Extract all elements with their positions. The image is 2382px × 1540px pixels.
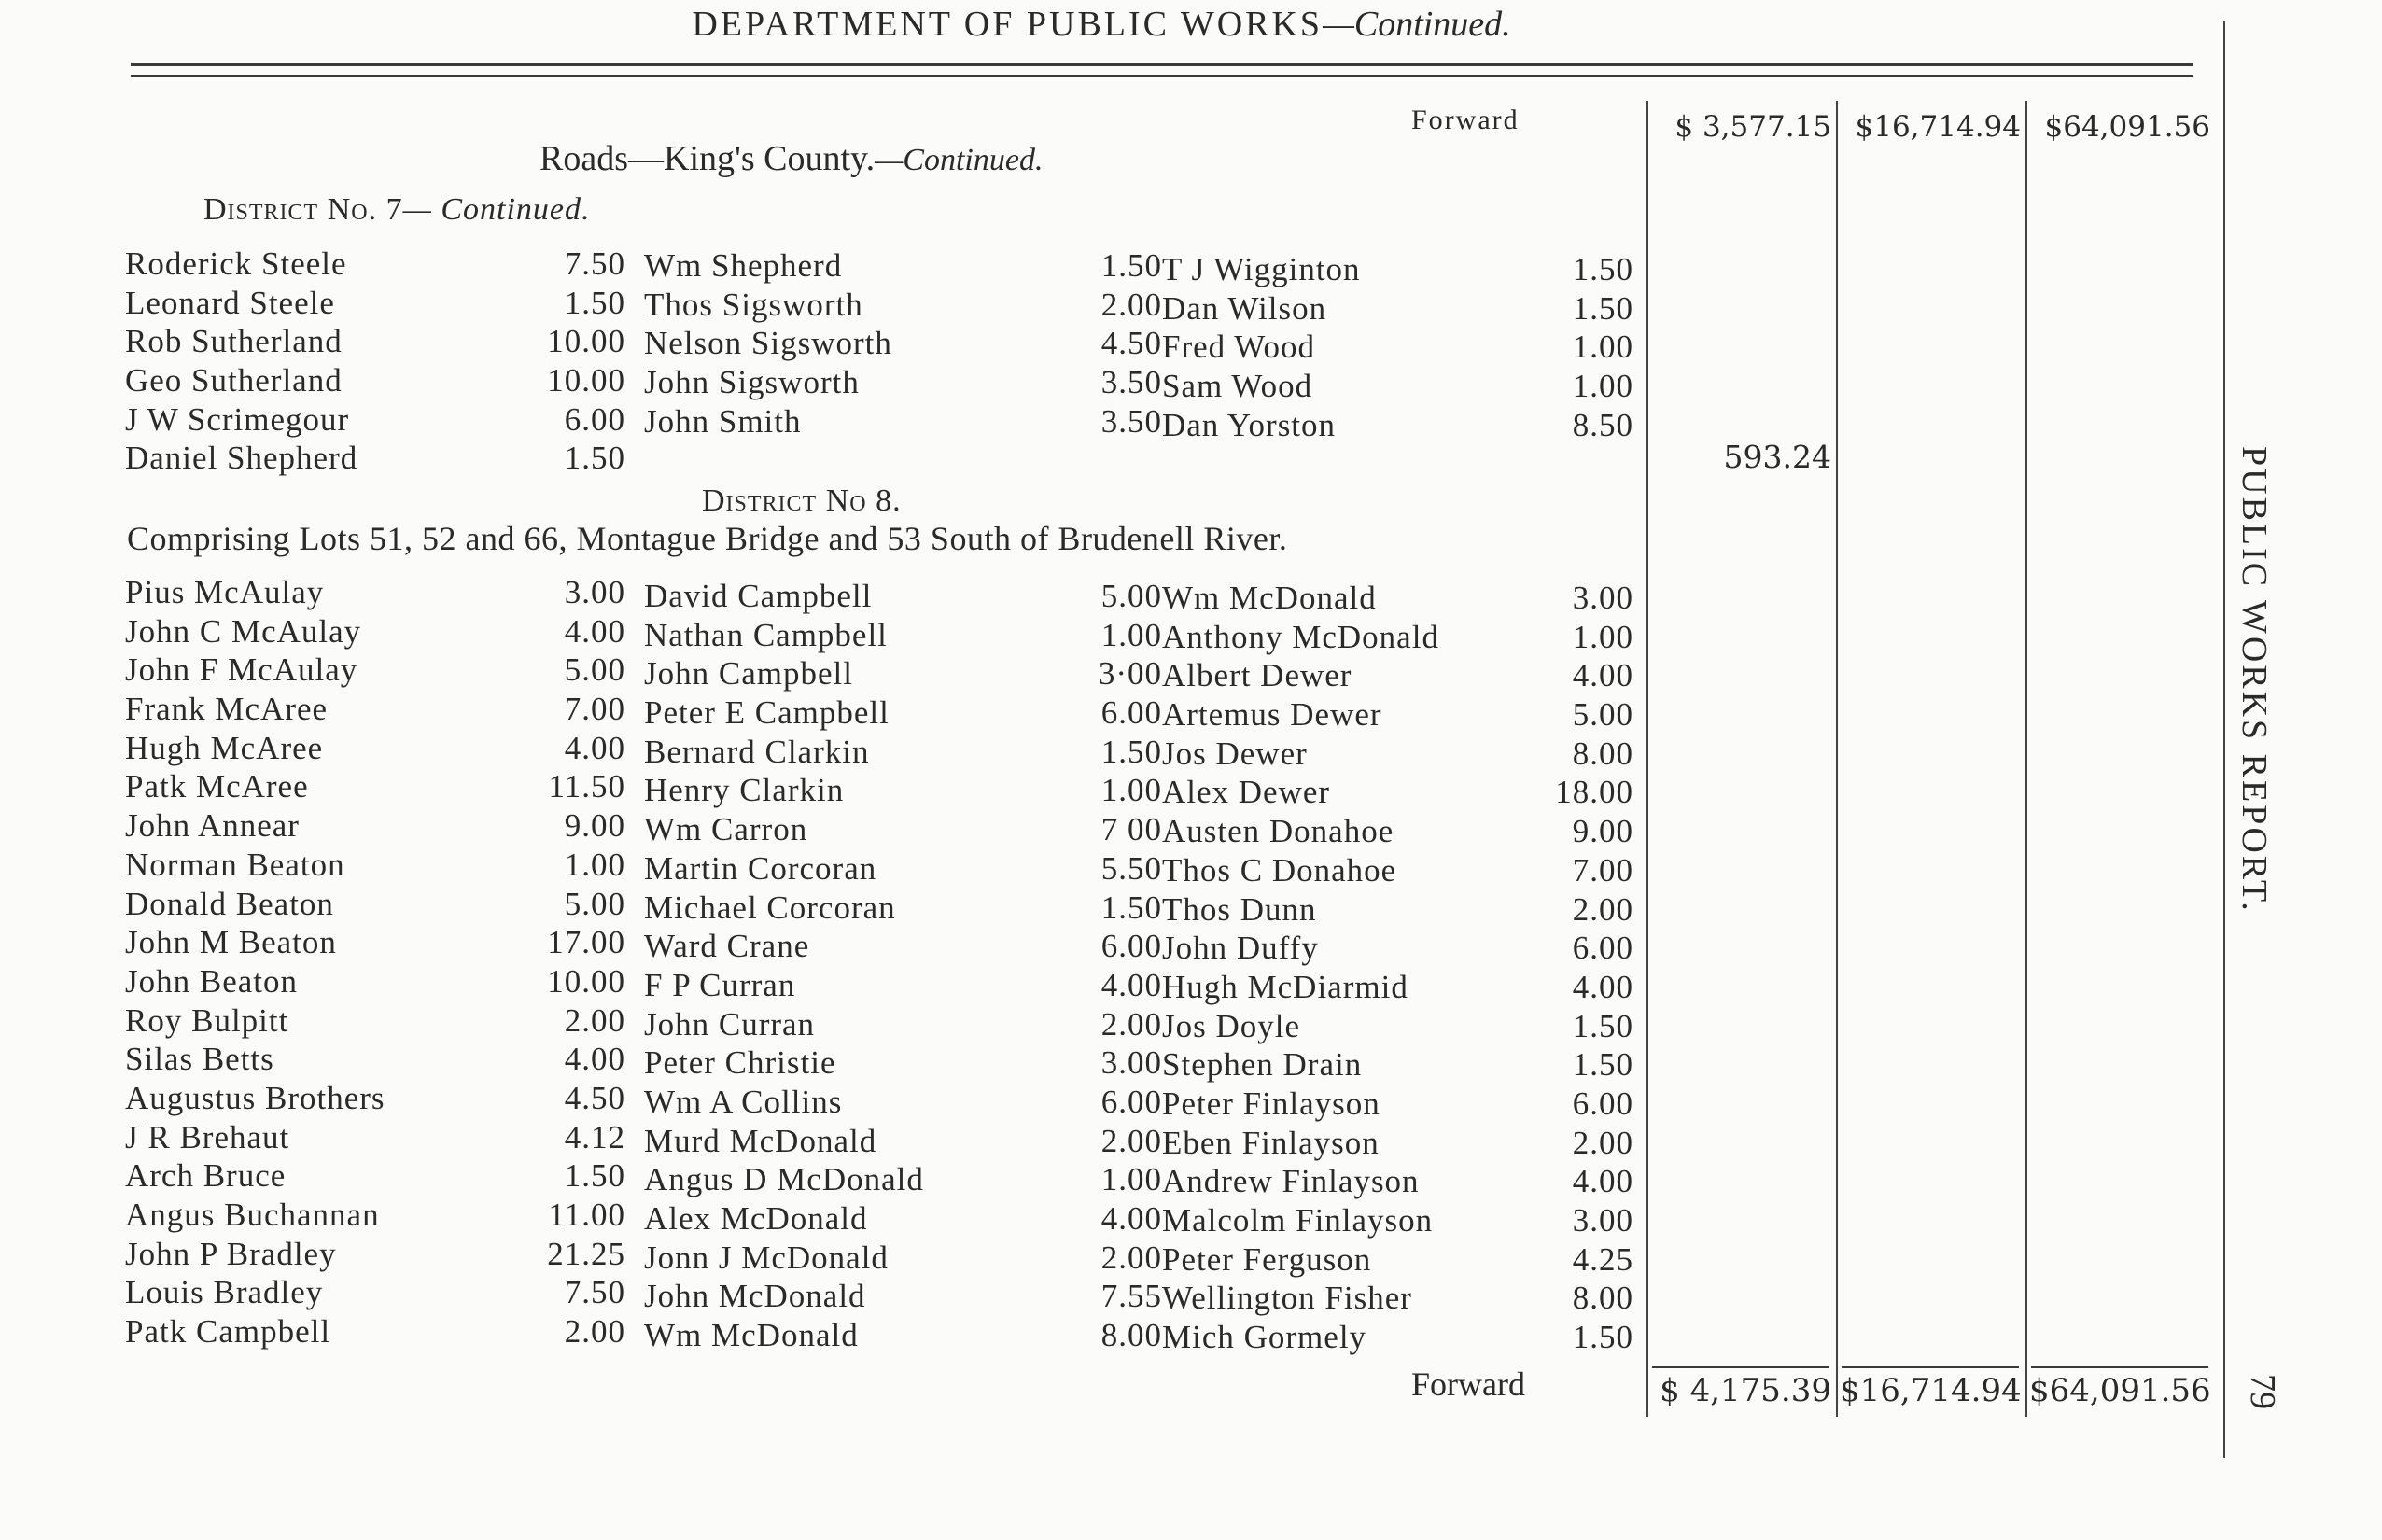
payment-amount: 2.00: [564, 1313, 625, 1351]
table-row: [644, 1199, 1162, 1239]
payee-name: J W Scrimegour: [125, 400, 350, 438]
payee-name: Augustus Brothers: [125, 1079, 385, 1116]
table-row: [125, 846, 625, 885]
payment-amount: 1.50: [1100, 733, 1162, 770]
payment-amount: 6.00: [1572, 1085, 1633, 1122]
payee-name: Anthony McDonald: [1162, 618, 1439, 655]
table-row: [125, 245, 625, 284]
table-row: [1162, 367, 1633, 406]
table-row: [125, 651, 625, 690]
payment-amount: 1.50: [1572, 1319, 1633, 1356]
payee-name: Silas Betts: [125, 1041, 274, 1078]
table-row: [125, 729, 625, 768]
payee-name: Arch Bruce: [125, 1157, 287, 1195]
payee-name: John Campbell: [644, 655, 853, 693]
payee-name: David Campbell: [644, 578, 873, 614]
payment-amount: 3.00: [1100, 1044, 1162, 1082]
table-row: [1162, 250, 1633, 289]
district-7-continued: — Continued.: [402, 192, 591, 227]
payee-name: Roy Bulpitt: [125, 1001, 289, 1039]
table-row: [644, 1005, 1162, 1044]
header-rule-bottom: [131, 75, 2193, 77]
table-row: [1162, 812, 1633, 851]
payment-amount: 5.00: [564, 885, 625, 922]
payee-name: Jos Dewer: [1162, 735, 1308, 772]
payment-amount: 4.25: [1572, 1240, 1633, 1278]
table-row: [125, 1273, 625, 1312]
table-row: [644, 1083, 1162, 1122]
payee-name: Wm Carron: [644, 811, 808, 848]
district-7-title: District No. 7: [203, 192, 403, 227]
district-7-subtotal: 593.24: [1723, 439, 1831, 475]
forward-top-col1: $ 3,577.15: [1674, 110, 1831, 144]
table-row: [644, 693, 1162, 733]
payee-name: Roderick Steele: [125, 245, 347, 282]
page-number: 79: [2243, 1374, 2282, 1409]
table-row: [644, 246, 1162, 286]
payment-amount: 7 00: [1100, 811, 1162, 848]
payment-amount: 1.50: [564, 1157, 625, 1195]
payee-name: Stephen Drain: [1162, 1046, 1363, 1084]
table-row: [125, 885, 625, 924]
payment-amount: 10.00: [547, 962, 625, 1000]
table-row: [125, 1001, 625, 1041]
district-7-column-2: [644, 246, 1162, 441]
payee-name: Thos Sigsworth: [644, 286, 863, 323]
forward-bottom-col3: $64,091.56: [2029, 1372, 2211, 1409]
payee-name: Ward Crane: [644, 928, 810, 965]
payment-amount: 7.00: [1572, 851, 1633, 889]
payee-name: F P Curran: [644, 966, 796, 1003]
payee-name: Patk Campbell: [125, 1313, 331, 1351]
payment-amount: 1.00: [1572, 618, 1633, 655]
table-row: [644, 889, 1162, 928]
payment-amount: 5.50: [1100, 849, 1162, 887]
forward-top-col2: $16,714.94: [1855, 110, 2021, 144]
payment-amount: 2.00: [1100, 286, 1162, 323]
table-row: [125, 284, 625, 323]
payment-amount: 1.00: [564, 846, 625, 883]
payment-amount: 1.00: [1100, 1161, 1162, 1198]
table-row: [125, 439, 625, 478]
payee-name: Wm McDonald: [1162, 580, 1377, 616]
payee-name: Peter E Campbell: [644, 694, 890, 732]
payment-amount: 6.00: [564, 400, 625, 438]
payment-amount: 1.50: [1572, 289, 1633, 327]
payment-amount: 4.00: [564, 1041, 625, 1078]
payee-name: Geo Sutherland: [125, 362, 343, 399]
page-header: [0, 4, 2203, 45]
payee-name: Hugh McAree: [125, 729, 324, 766]
payee-name: John Smith: [644, 402, 802, 440]
payment-amount: 18.00: [1555, 774, 1633, 811]
table-row: [125, 806, 625, 846]
payee-name: Peter Ferguson: [1162, 1240, 1372, 1278]
payment-amount: 7.50: [564, 245, 625, 282]
payment-amount: 4.00: [1572, 657, 1633, 694]
payee-name: John Curran: [644, 1005, 816, 1043]
payee-name: Peter Finlayson: [1162, 1085, 1380, 1122]
table-row: [125, 690, 625, 729]
table-row: [125, 962, 625, 1001]
payment-amount: 5.00: [564, 651, 625, 689]
payee-name: Murd McDonald: [644, 1122, 877, 1159]
district-7-heading: [203, 192, 591, 228]
payee-name: Thos C Donahoe: [1162, 851, 1397, 889]
table-row: [1162, 1045, 1633, 1085]
payment-amount: 2.00: [1572, 890, 1633, 928]
payee-name: Wm A Collins: [644, 1083, 843, 1120]
payee-name: John Sigsworth: [644, 364, 860, 401]
table-row: [1162, 890, 1633, 930]
table-row: [1162, 695, 1633, 735]
payment-amount: 1.00: [1572, 329, 1633, 366]
payment-amount: 9.00: [564, 807, 625, 845]
header-continued: —Continued.: [1323, 5, 1511, 44]
payment-amount: 2.00: [1100, 1239, 1162, 1276]
table-row: [125, 923, 625, 962]
payment-amount: 4.50: [564, 1079, 625, 1116]
payment-amount: 4.12: [564, 1118, 625, 1155]
table-row: [125, 573, 625, 612]
table-row: [1162, 929, 1633, 968]
payee-name: Dan Wilson: [1162, 289, 1327, 327]
payment-amount: 11.00: [548, 1197, 625, 1233]
table-row: [1162, 1240, 1633, 1280]
payee-name: Hugh McDiarmid: [1162, 968, 1408, 1005]
payee-name: John M Beaton: [125, 924, 337, 961]
payment-amount: 4.00: [1572, 968, 1633, 1005]
payee-name: Andrew Finlayson: [1162, 1163, 1420, 1200]
header-title: DEPARTMENT OF PUBLIC WORKS: [692, 5, 1324, 44]
payee-name: T J Wigginton: [1162, 251, 1361, 287]
table-row: [644, 849, 1162, 889]
table-row: [644, 616, 1162, 655]
payee-name: Sam Wood: [1162, 368, 1313, 405]
payment-amount: 3.00: [564, 574, 625, 610]
payee-name: Louis Bradley: [125, 1274, 324, 1311]
payee-name: Patk McAree: [125, 768, 309, 805]
payee-name: Dan Yorston: [1162, 406, 1337, 443]
money-column-rule-1: [1646, 101, 1648, 1417]
table-row: [125, 1235, 625, 1274]
payment-amount: 7.50: [564, 1274, 625, 1311]
payment-amount: 3.00: [1572, 1202, 1633, 1239]
table-row: [644, 324, 1162, 363]
section-title-main: Roads—King's County.: [539, 139, 876, 178]
side-running-title: PUBLIC WORKS REPORT.: [2235, 446, 2274, 914]
payment-amount: 4.50: [1100, 325, 1162, 362]
payee-name: John Annear: [125, 807, 300, 845]
payee-name: Bernard Clarkin: [644, 733, 870, 770]
payment-amount: 2.00: [1572, 1124, 1633, 1161]
table-row: [125, 767, 625, 806]
table-row: [125, 1312, 625, 1351]
forward-bottom-rule-3: [2031, 1366, 2208, 1368]
district-8-column-3: [1162, 579, 1633, 1357]
payee-name: Eben Finlayson: [1162, 1124, 1380, 1161]
payee-name: Albert Dewer: [1162, 657, 1352, 694]
payment-amount: 8.00: [1572, 735, 1633, 772]
payment-amount: 4.00: [1572, 1163, 1633, 1200]
payee-name: Daniel Shepherd: [125, 440, 358, 477]
table-row: [1162, 579, 1633, 618]
table-row: [644, 286, 1162, 325]
payee-name: John McDonald: [644, 1278, 866, 1315]
payment-amount: 3·00: [1098, 655, 1162, 693]
table-row: [1162, 773, 1633, 812]
district-8-column-1: [125, 573, 625, 1351]
payee-name: Donald Beaton: [125, 885, 334, 922]
table-row: [1162, 1162, 1633, 1201]
table-row: [125, 322, 625, 361]
table-row: [644, 1239, 1162, 1278]
section-title: [539, 138, 1043, 179]
payment-amount: 1.50: [1100, 247, 1162, 284]
forward-bottom-col2: $16,714.94: [1840, 1372, 2022, 1409]
table-row: [644, 810, 1162, 849]
table-row: [125, 612, 625, 651]
table-row: [125, 1040, 625, 1079]
payment-amount: 10.00: [547, 362, 625, 399]
payment-amount: 11.50: [548, 768, 625, 805]
payee-name: Fred Wood: [1162, 329, 1316, 366]
money-column-rule-2: [1836, 101, 1838, 1417]
payee-name: Rob Sutherland: [125, 323, 343, 360]
table-row: [1162, 1318, 1633, 1357]
payee-name: Jos Doyle: [1162, 1007, 1301, 1044]
table-row: [125, 1079, 625, 1118]
table-row: [125, 361, 625, 400]
payee-name: John C McAulay: [125, 612, 362, 650]
table-row: [1162, 1201, 1633, 1240]
table-row: [125, 1196, 625, 1235]
payee-name: Pius McAulay: [125, 574, 325, 610]
district-8-column-2: [644, 577, 1162, 1355]
table-row: [644, 577, 1162, 616]
payment-amount: 17.00: [547, 924, 625, 961]
table-row: [1162, 735, 1633, 774]
table-row: [644, 402, 1162, 441]
payee-name: J R Brehaut: [125, 1118, 290, 1155]
district-7-column-1: [125, 245, 625, 478]
payment-amount: 6.00: [1100, 1083, 1162, 1120]
forward-top-label: Forward: [1411, 105, 1520, 135]
payment-amount: 6.00: [1100, 928, 1162, 965]
money-column-rule-3: [2025, 101, 2027, 1417]
payee-name: Mich Gormely: [1162, 1319, 1367, 1356]
forward-bottom-rule-1: [1652, 1366, 1829, 1368]
table-row: [1162, 968, 1633, 1007]
payee-name: Jonn J McDonald: [644, 1239, 889, 1276]
payee-name: Thos Dunn: [1162, 890, 1317, 928]
table-row: [644, 1122, 1162, 1161]
payment-amount: 5.00: [1100, 578, 1162, 614]
payment-amount: 2.00: [1100, 1122, 1162, 1159]
district-7-column-3: [1162, 250, 1633, 444]
payment-amount: 1.50: [564, 440, 625, 477]
payment-amount: 1.00: [1100, 616, 1162, 653]
payment-amount: 1.50: [564, 284, 625, 321]
payee-name: John Duffy: [1162, 930, 1319, 967]
payment-amount: 1.00: [1572, 368, 1633, 405]
table-row: [644, 1160, 1162, 1199]
money-column-rule-4: [2223, 21, 2225, 1458]
header-rule-top: [131, 63, 2193, 66]
payee-name: Peter Christie: [644, 1044, 836, 1082]
table-row: [644, 1277, 1162, 1316]
payment-amount: 1.50: [1572, 1046, 1633, 1084]
payment-amount: 3.50: [1100, 364, 1162, 401]
table-row: [644, 363, 1162, 402]
table-row: [644, 1043, 1162, 1083]
payee-name: Nelson Sigsworth: [644, 325, 892, 362]
payment-amount: 4.00: [1100, 966, 1162, 1003]
payee-name: Angus D McDonald: [644, 1161, 924, 1198]
district-8-comprising: Comprising Lots 51, 52 and 66, Montague Bridge and 53 South of Brudenell River.: [127, 520, 1288, 557]
payee-name: Wm Shepherd: [644, 247, 843, 284]
payment-amount: 21.25: [547, 1235, 625, 1272]
payee-name: Malcolm Finlayson: [1162, 1202, 1434, 1239]
payment-amount: 6.00: [1100, 694, 1162, 732]
payment-amount: 2.00: [564, 1001, 625, 1039]
table-row: [125, 400, 625, 440]
payment-amount: 4.00: [564, 612, 625, 650]
table-row: [1162, 851, 1633, 890]
payee-name: Henry Clarkin: [644, 772, 845, 809]
payee-name: John P Bradley: [125, 1235, 337, 1272]
payment-amount: 1.50: [1100, 889, 1162, 926]
payee-name: John Beaton: [125, 962, 299, 1000]
table-row: [1162, 289, 1633, 329]
table-row: [1162, 1279, 1633, 1318]
payee-name: Norman Beaton: [125, 846, 345, 883]
table-row: [1162, 406, 1633, 445]
forward-bottom-rule-2: [1842, 1366, 2019, 1368]
payment-amount: 4.00: [1100, 1200, 1162, 1237]
payee-name: John F McAulay: [125, 651, 358, 689]
payment-amount: 8.00: [1572, 1280, 1633, 1317]
payment-amount: 7.00: [564, 691, 625, 728]
payee-name: Angus Buchannan: [125, 1197, 380, 1233]
table-row: [125, 1118, 625, 1157]
table-row: [1162, 1007, 1633, 1046]
payment-amount: 7.55: [1100, 1278, 1162, 1315]
payment-amount: 6.00: [1572, 930, 1633, 967]
payment-amount: 3.50: [1100, 402, 1162, 440]
payment-amount: 8.00: [1100, 1317, 1162, 1354]
forward-bottom-label: Forward: [1411, 1365, 1525, 1403]
payment-amount: 10.00: [547, 323, 625, 360]
payee-name: Wm McDonald: [644, 1317, 859, 1354]
payee-name: Michael Corcoran: [644, 889, 896, 926]
table-row: [1162, 618, 1633, 657]
district-8-title: District No 8.: [702, 483, 902, 518]
payee-name: Alex McDonald: [644, 1200, 868, 1237]
payment-amount: 1.50: [1572, 251, 1633, 287]
table-row: [644, 966, 1162, 1005]
table-row: [1162, 1085, 1633, 1124]
payee-name: Nathan Campbell: [644, 616, 888, 653]
payment-amount: 5.00: [1572, 696, 1633, 734]
table-row: [644, 1316, 1162, 1355]
payee-name: Martin Corcoran: [644, 849, 877, 887]
payment-amount: 2.00: [1100, 1005, 1162, 1043]
payment-amount: 3.00: [1572, 580, 1633, 616]
payee-name: Artemus Dewer: [1162, 696, 1382, 734]
payment-amount: 1.00: [1100, 772, 1162, 809]
forward-top-col3: $64,091.56: [2044, 110, 2210, 144]
payment-amount: 4.00: [564, 729, 625, 766]
payee-name: Frank McAree: [125, 691, 329, 728]
payee-name: Austen Donahoe: [1162, 813, 1394, 850]
payment-amount: 8.50: [1572, 406, 1633, 443]
payee-name: Leonard Steele: [125, 284, 335, 321]
forward-bottom-col1: $ 4,175.39: [1660, 1372, 1831, 1409]
table-row: [644, 771, 1162, 810]
table-row: [1162, 328, 1633, 367]
table-row: [1162, 656, 1633, 695]
table-row: [644, 733, 1162, 772]
payment-amount: 1.50: [1572, 1007, 1633, 1044]
payment-amount: 9.00: [1572, 813, 1633, 850]
table-row: [125, 1156, 625, 1196]
table-row: [644, 654, 1162, 693]
payee-name: Wellington Fisher: [1162, 1280, 1412, 1317]
table-row: [644, 927, 1162, 966]
table-row: [1162, 1124, 1633, 1163]
payee-name: Alex Dewer: [1162, 774, 1331, 811]
section-title-continued: —Continued.: [875, 143, 1044, 177]
